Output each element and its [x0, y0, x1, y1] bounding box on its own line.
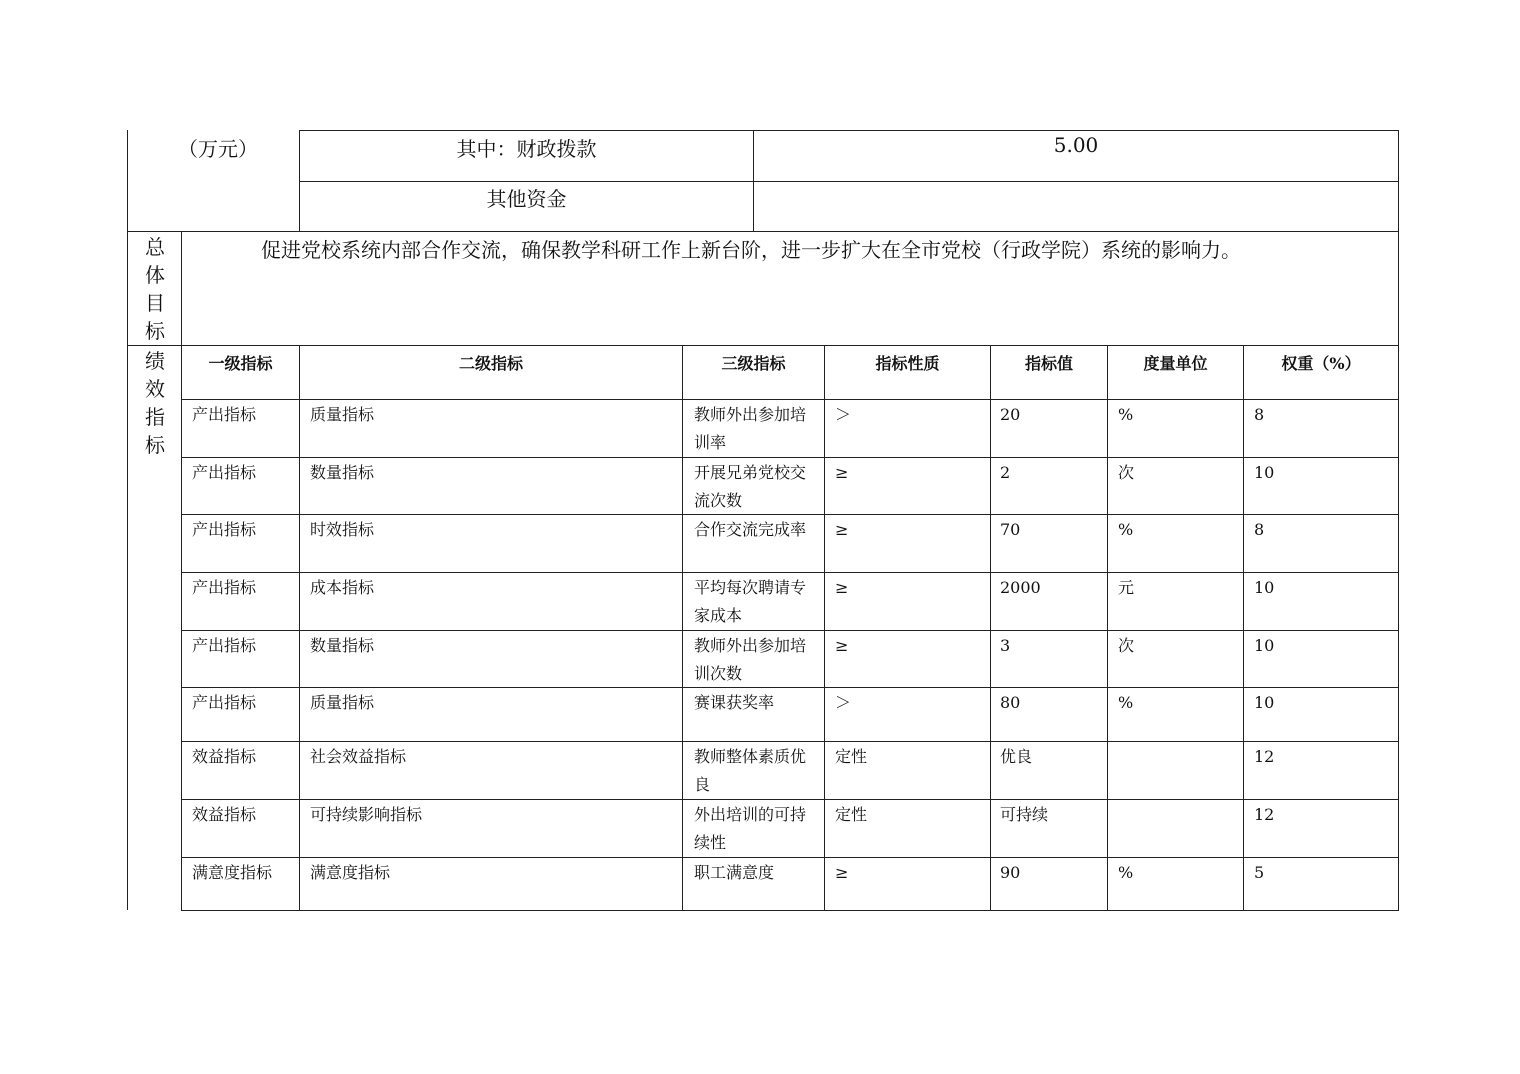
cell-weight: 12 — [1254, 747, 1275, 766]
cell-level1: 满意度指标 — [192, 863, 273, 882]
cell-level2: 满意度指标 — [310, 863, 391, 882]
cell-weight: 10 — [1254, 578, 1275, 597]
cell-unit: 次 — [1118, 636, 1135, 655]
header-level2: 二级指标 — [458, 354, 523, 373]
cell-level3: 平均每次聘请专家成本 — [694, 578, 807, 625]
overall-goal-label: 总体目标 — [145, 235, 165, 343]
cell-level2: 数量指标 — [310, 463, 375, 482]
cell-value: 70 — [1000, 520, 1021, 539]
cell-level2: 社会效益指标 — [310, 747, 407, 766]
cell-level1: 产出指标 — [192, 636, 257, 655]
header-unit: 度量单位 — [1143, 354, 1208, 373]
cell-level3: 外出培训的可持续性 — [694, 805, 807, 852]
cell-level3: 教师外出参加培训率 — [694, 405, 807, 452]
financial-allocation-value: 5.00 — [1053, 133, 1099, 157]
header-weight: 权重（%） — [1281, 354, 1361, 373]
cell-level3: 合作交流完成率 — [694, 520, 807, 539]
cell-level1: 产出指标 — [192, 693, 257, 712]
financial-allocation-label: 其中：财政拨款 — [456, 137, 597, 161]
cell-level1: 产出指标 — [192, 520, 257, 539]
cell-value: 20 — [1000, 405, 1021, 424]
cell-level2: 成本指标 — [310, 578, 375, 597]
cell-value: 可持续 — [1000, 805, 1049, 824]
other-funds-label: 其他资金 — [486, 187, 567, 211]
unit-label: （万元） — [178, 137, 258, 161]
cell-value: 3 — [1000, 636, 1011, 655]
cell-level2: 时效指标 — [310, 520, 375, 539]
cell-nature: ＞ — [835, 405, 852, 424]
cell-nature: ＞ — [835, 693, 852, 712]
performance-indicators-label: 绩效指标 — [145, 349, 165, 457]
cell-weight: 12 — [1254, 805, 1275, 824]
cell-level3: 教师整体素质优良 — [694, 747, 807, 794]
cell-level1: 产出指标 — [192, 405, 257, 424]
cell-level3: 开展兄弟党校交流次数 — [694, 463, 807, 510]
cell-level1: 效益指标 — [192, 747, 257, 766]
cell-level1: 产出指标 — [192, 463, 257, 482]
header-value: 指标值 — [1024, 354, 1073, 373]
cell-weight: 8 — [1254, 520, 1265, 539]
cell-level3: 教师外出参加培训次数 — [694, 636, 807, 683]
cell-nature: 定性 — [835, 747, 868, 766]
cell-weight: 10 — [1254, 636, 1275, 655]
cell-value: 优良 — [1000, 747, 1033, 766]
cell-value: 90 — [1000, 863, 1021, 882]
cell-level1: 产出指标 — [192, 578, 257, 597]
header-level3: 三级指标 — [721, 354, 786, 373]
cell-nature: ≥ — [835, 520, 849, 539]
cell-value: 2000 — [1000, 578, 1041, 597]
cell-level2: 质量指标 — [310, 405, 375, 424]
overall-goal-text: 促进党校系统内部合作交流，确保教学科研工作上新台阶，进一步扩大在全市党校（行政学院）系统的影响力。 — [261, 238, 1241, 262]
cell-weight: 10 — [1254, 693, 1275, 712]
cell-value: 2 — [1000, 463, 1011, 482]
cell-nature: 定性 — [835, 805, 868, 824]
cell-weight: 8 — [1254, 405, 1265, 424]
cell-unit: 元 — [1118, 578, 1135, 597]
cell-unit: % — [1118, 520, 1134, 539]
cell-weight: 10 — [1254, 463, 1275, 482]
cell-unit: % — [1118, 863, 1134, 882]
cell-nature: ≥ — [835, 636, 849, 655]
cell-level3: 赛课获奖率 — [694, 693, 775, 712]
cell-nature: ≥ — [835, 463, 849, 482]
cell-unit: % — [1118, 405, 1134, 424]
header-nature: 指标性质 — [875, 354, 940, 373]
cell-unit: 次 — [1118, 463, 1135, 482]
cell-unit: % — [1118, 693, 1134, 712]
cell-level2: 数量指标 — [310, 636, 375, 655]
cell-level3: 职工满意度 — [694, 863, 775, 882]
cell-weight: 5 — [1254, 863, 1265, 882]
cell-level2: 可持续影响指标 — [310, 805, 423, 824]
cell-nature: ≥ — [835, 578, 849, 597]
cell-nature: ≥ — [835, 863, 849, 882]
cell-level1: 效益指标 — [192, 805, 257, 824]
cell-value: 80 — [1000, 693, 1021, 712]
cell-level2: 质量指标 — [310, 693, 375, 712]
header-level1: 一级指标 — [208, 354, 273, 373]
